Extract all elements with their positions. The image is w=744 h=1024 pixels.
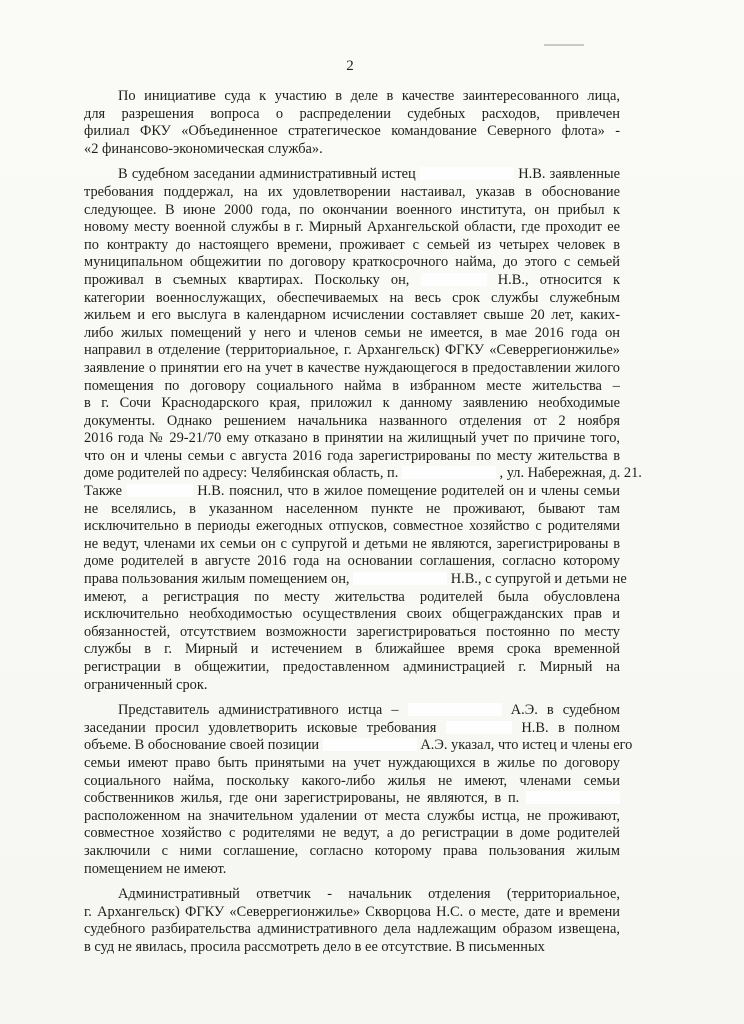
paragraph xyxy=(84,702,633,878)
text-line: социального найма, поскольку какого-либо жилья не имеют, членами семьи xyxy=(84,772,620,789)
text-line: направил в отделение (территориальное, г. Архангельск) ФГКУ «Северрегионжилье» xyxy=(84,342,620,359)
text-line: доме родителей в августе 2016 года на основании соглашения, согласно которому xyxy=(84,553,620,570)
text-line: доме родителей по адресу: Челябинская область, п. , ул. Набережная, д. 21. xyxy=(84,465,642,482)
text-line: следующее. В июне 2000 года, по окончании военного института, он прибыл к xyxy=(84,201,620,218)
text-line: расположенном на значительном удалении от места службы истца, не проживают, xyxy=(84,807,620,824)
text-line: г. Архангельск) ФГКУ «Северрегионжилье» Скворцова Н.С. о месте, дате и времени xyxy=(84,903,620,920)
text-line: новому месту военной службы в г. Мирный Архангельской области, где проходит ее xyxy=(84,219,620,236)
text-line: документы. Однако решением начальника названного отделения от 2 ноября xyxy=(84,412,620,429)
text-line: «2 финансово-экономическая служба». xyxy=(84,140,323,157)
text-line: права пользования жилым помещением он, Н.В., с супругой и детьми не xyxy=(84,571,627,588)
text-line: совместное хозяйство с родителями не ведут, а до регистрации в доме родителей xyxy=(84,825,620,842)
text-line: категории военнослужащих, обеспечиваемых на весь срок службы служебным xyxy=(84,289,620,306)
redacted-name xyxy=(446,721,512,734)
text-line: что он и члены семьи с августа 2016 года зарегистрированы по месту жительства в xyxy=(84,447,620,464)
text-line: заявление о принятии его на учет в качестве нуждающегося в предоставлении жилого xyxy=(84,359,620,376)
text-line: в суд не явилась, просила рассмотреть дело в ее отсутствие. В письменных xyxy=(84,938,545,955)
text-line: В судебном заседании административный истец Н.В. заявленные xyxy=(118,166,620,183)
text-line: службы в г. Мирный и истечением в ближайшее время срока временной xyxy=(84,641,620,658)
text-line: ограниченный срок. xyxy=(84,676,208,693)
paragraph xyxy=(84,886,620,956)
text-line: Представитель административного истца – А.Э. в судебном xyxy=(118,702,621,719)
text-line: муниципальном общежитии по договору краткосрочного найма, до этого с семьей xyxy=(84,254,620,271)
redacted-name xyxy=(408,703,502,716)
text-line: не ведут, членами их семьи он с супругой и детьми не являются, зарегистрированы в xyxy=(84,535,620,552)
text-line: помещением не имеют. xyxy=(84,860,227,877)
text-line: семьи имеют право быть принятыми на учет нуждающихся в жилье по договору xyxy=(84,754,620,771)
redacted-name xyxy=(402,466,496,479)
text-line: жильем и его выслуга в календарном исчислении составляет свыше 20 лет, каких- xyxy=(84,307,620,324)
text-line: не вселялись, в указанном населенном пункте не проживают, бывают там xyxy=(84,500,620,517)
text-line: либо жилых помещений у него и членов семьи не имеется, в мае 2016 года он xyxy=(84,324,620,341)
redacted-name xyxy=(127,484,193,497)
text-line: регистрации в общежитии, предоставленном администрацией г. Мирный на xyxy=(84,659,620,675)
text-line: требования поддержал, на их удовлетворении настаивал, указав в обоснование xyxy=(84,183,620,200)
text-line: Административный ответчик - начальник отделения (территориальное, xyxy=(118,886,620,903)
text-line: заключили с ними соглашение, согласно которому права пользования жилым xyxy=(84,842,620,859)
text-line: заседании просил удовлетворить исковые требования Н.В. в полном xyxy=(84,719,620,736)
text-line: по контракту до настоящего времени, проживает с семьей из четырех человек в xyxy=(84,236,620,253)
document-body xyxy=(84,88,642,957)
text-line: имеют, а регистрация по месту жительства родителей была обусловлена xyxy=(84,588,620,605)
text-line: в г. Сочи Краснодарского края, приложил к данному заявлению необходимые xyxy=(84,395,620,412)
text-line: обязанностей, отсутствием возможности зарегистрироваться постоянно по месту xyxy=(84,623,620,640)
paragraph xyxy=(84,88,620,158)
text-line: исключительно в периоды ежегодных отпусков, совместное хозяйство с родителями xyxy=(84,518,620,535)
redacted-name xyxy=(323,738,417,751)
text-line: объеме. В обоснование своей позиции А.Э. указал, что истец и члены его xyxy=(84,737,633,754)
redacted-name xyxy=(421,273,487,286)
text-line: 2016 года № 29-21/70 ему отказано в принятии на жилищный учет по причине того, xyxy=(84,430,620,447)
redacted-name xyxy=(526,791,620,804)
text-line: помещения по договору социального найма в избранном месте жительства – xyxy=(84,377,620,394)
page-number: 2 xyxy=(346,58,354,74)
text-line: филиал ФКУ «Объединенное стратегическое командование Северного флота» - xyxy=(84,123,620,140)
redacted-name xyxy=(353,572,447,585)
text-line: судебного разбирательства административного дела надлежащим образом извещена, xyxy=(84,921,620,938)
text-line: Также Н.В. пояснил, что в жилое помещение родителей он и члены семьи xyxy=(84,483,620,500)
text-line: для разрешения вопроса о распределении судебных расходов, привлечен xyxy=(84,105,620,122)
text-line: проживал в съемных квартирах. Поскольку он, Н.В., относится к xyxy=(84,271,621,288)
text-line: собственников жилья, где они зарегистрированы, не являются, в п. xyxy=(84,790,620,808)
paragraph xyxy=(84,166,642,694)
redacted-name xyxy=(420,167,514,180)
text-line: исключительно необходимостью осуществления своих общегражданских прав и xyxy=(84,606,620,623)
text-line: По инициативе суда к участию в деле в качестве заинтересованного лица, xyxy=(118,88,620,104)
scan-artifact xyxy=(544,44,584,46)
